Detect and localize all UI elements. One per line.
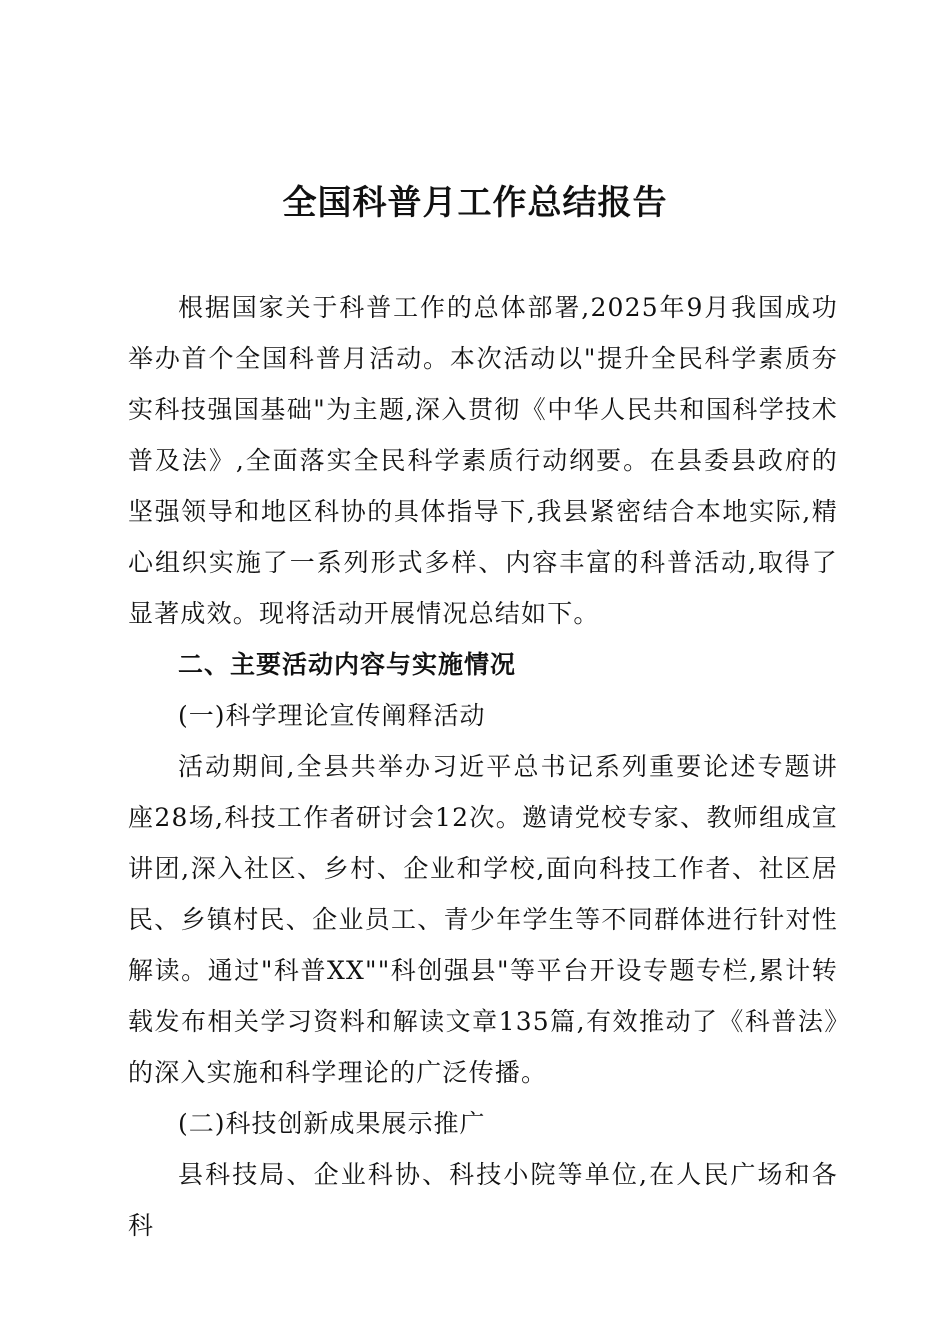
document-body — [128, 282, 838, 1251]
document-title: 全国科普月工作总结报告 — [282, 183, 668, 223]
subsection-heading-1: (一)科学理论宣传阐释活动 — [178, 701, 486, 730]
subsection-paragraph-2: 县科技局、企业科协、科技小院等单位,在人民广场和各科 — [128, 1160, 838, 1240]
intro-paragraph: 根据国家关于科普工作的总体部署,2025年9月我国成功举办首个全国科普月活动。本次活动以"提升全民科学素质夯实科技强国基础"为主题,深入贯彻《中华人民共和国科学技术普及法》,全面落实全民科学素质行动纲要。在县委县政府的坚强领导和地区科协的具体指导下,我县紧密结合本地实际,精心组织实施了一系列形式多样、内容丰富的科普活动,取得了显著成效。现将活动开展情况总结如下。 — [128, 293, 838, 628]
subsection-paragraph-1: 活动期间,全县共举办习近平总书记系列重要论述专题讲座28场,科技工作者研讨会12次。邀请党校专家、教师组成宣讲团,深入社区、乡村、企业和学校,面向科技工作者、社区居民、乡镇村民、企业员工、青少年学生等不同群体进行针对性解读。通过"科普XX""科创强县"等平台开设专题专栏,累计转载发布相关学习资料和解读文章135篇,有效推动了《科普法》的深入实施和科学理论的广泛传播。 — [128, 752, 838, 1087]
section-heading: 二、主要活动内容与实施情况 — [178, 650, 517, 679]
subsection-heading-2: (二)科技创新成果展示推广 — [178, 1109, 486, 1138]
